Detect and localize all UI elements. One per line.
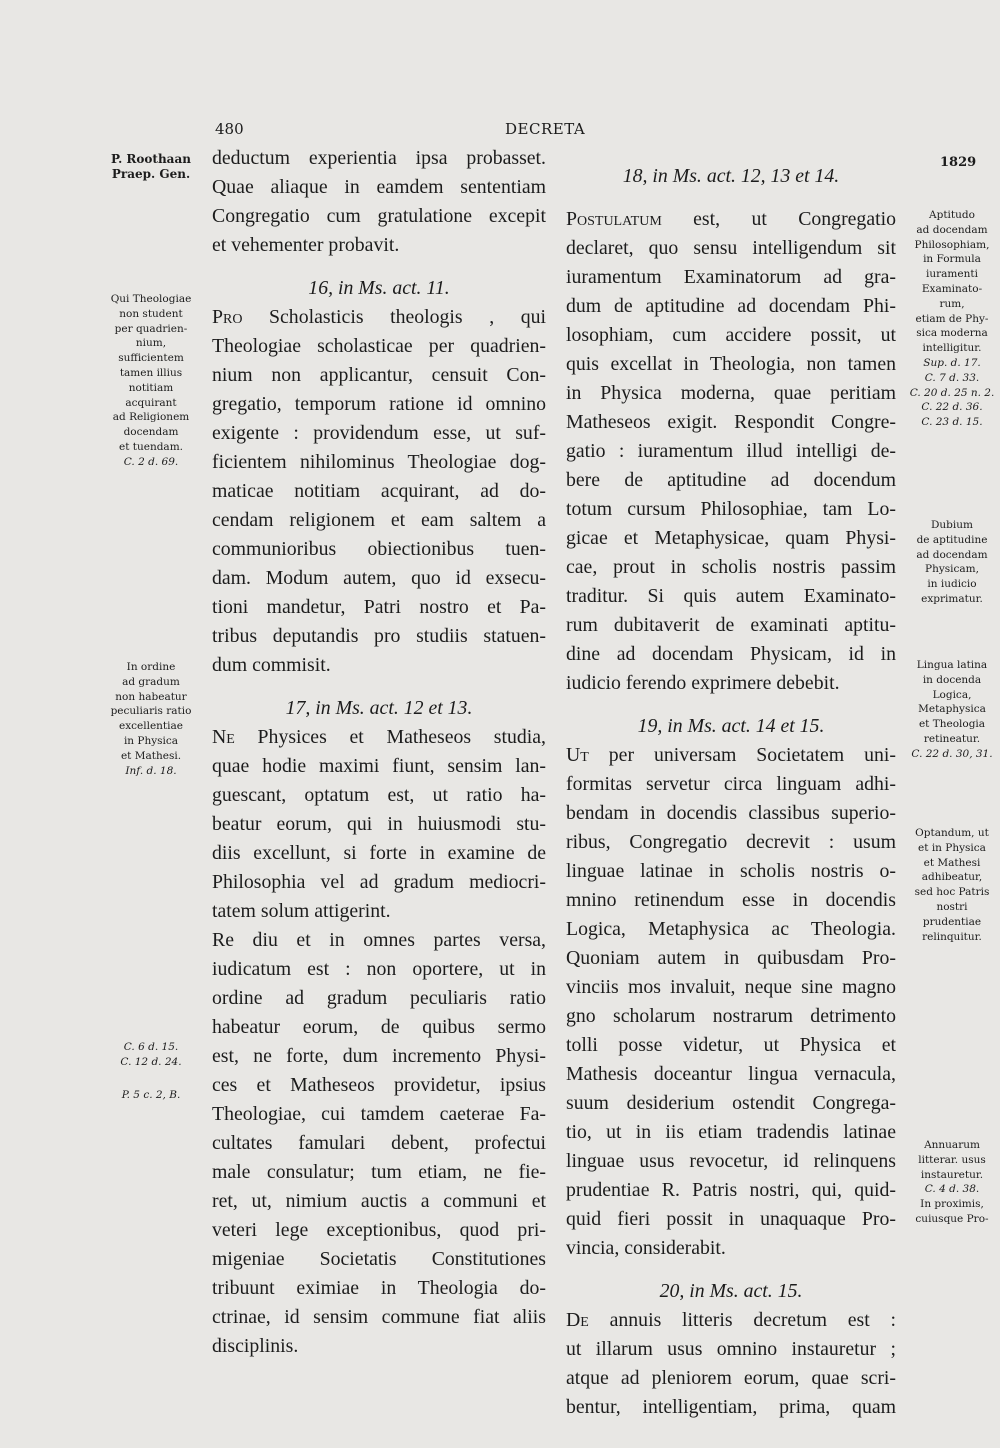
note-line: ad Religionem <box>112 411 190 424</box>
text-line: quis excellat in Theologia, non tamen <box>566 353 896 375</box>
note-line: in iudicio <box>927 578 977 591</box>
note-line: Annuarum <box>924 1139 980 1151</box>
text-line: tribus deputandis pro studiis statuen- <box>212 625 546 647</box>
text-line: prudentiae R. Patris nostri, qui, quid- <box>566 1179 896 1201</box>
text-line: quid fieri possit in unaquaque Pro- <box>566 1208 896 1230</box>
note-line: iuramenti <box>926 268 978 281</box>
note-line: In ordine <box>126 661 176 673</box>
note-line: Logica, <box>932 688 972 701</box>
note-line: Dubium <box>931 519 973 531</box>
text-line: linguae latinae in scholis nostris o- <box>566 860 896 882</box>
text-column-right <box>566 162 896 1422</box>
text-line: gno scholarum nostrarum detrimento <box>566 1005 896 1027</box>
note-line: et in Physica <box>918 841 986 854</box>
note-line: C. 2 d. 69. <box>123 455 179 468</box>
margin-note-dubium <box>905 518 999 607</box>
note-line: sufficientem <box>118 352 184 365</box>
margin-note-refs <box>100 1040 202 1070</box>
note-line: peculiaris ratio <box>110 705 192 718</box>
spacer <box>566 191 896 205</box>
text-line: diis excellunt, si forte in examine de <box>212 842 546 864</box>
text-line: iudicio ferendo exprimere debebit. <box>566 672 840 694</box>
text-line: veteri lege exceptionibus, quod pri- <box>212 1219 546 1241</box>
text-line: vincia, considerabit. <box>566 1237 726 1259</box>
text-line: ces et Matheseos providetur, ipsius <box>212 1074 546 1096</box>
margin-note-annuarum <box>905 1138 999 1227</box>
page-number: 480 <box>215 120 244 138</box>
note-line: prudentiae <box>922 915 982 928</box>
note-line: C. 23 d. 15. <box>921 416 983 429</box>
text-line: cendam religionem et eam saltem a <box>212 509 546 531</box>
text-line: est, ne forte, dum incremento Physi- <box>212 1045 546 1067</box>
text-line: guescant, optatum est, ut ratio ha- <box>212 784 546 806</box>
text-line: beatur eorum, qui in huiusmodi stu- <box>212 813 546 835</box>
text-line: deductum experientia ipsa probasset. <box>212 147 546 169</box>
text-line: linguae usus revocetur, id relinquens <box>566 1150 896 1172</box>
note-line: C. 22 d. 30, 31. <box>911 747 993 760</box>
text-line: totum cursum Philosophiae, tam Lo- <box>566 498 896 520</box>
text-run: Physices et Matheseos studia, <box>234 726 546 748</box>
text-line: dum commisit. <box>212 654 331 676</box>
note-line: retineatur. <box>923 732 981 745</box>
note-line: de aptitudine <box>916 533 988 546</box>
text-line: ctrinae, id sensim commune fiat aliis <box>212 1306 546 1328</box>
note-line: in docenda <box>922 673 982 686</box>
note-line: Examinato- <box>921 282 983 295</box>
decree-heading-19: 19, in Ms. act. 14 et 15. <box>637 715 825 737</box>
text-line: ribus, Congregatio decrevit : usum <box>566 831 896 853</box>
text-line: iudicatum est : non oportere, ut in <box>212 958 546 980</box>
decree-heading-17: 17, in Ms. act. 12 et 13. <box>285 697 473 719</box>
note-line: Aptitudo <box>929 209 975 221</box>
text-line: dam. Modum autem, quo id exsecu- <box>212 567 546 589</box>
text-line: communioribus obiectionibus tuen- <box>212 538 546 560</box>
text-line: atque ad pleniorem eorum, quae scri- <box>566 1367 896 1389</box>
drop-word: Pro <box>212 306 243 328</box>
margin-note-author <box>100 152 202 182</box>
text-line: Theologiae scholasticae per quadrien- <box>212 335 546 357</box>
note-line: ad docendam <box>916 223 988 236</box>
text-line <box>212 723 546 752</box>
decree-heading-18: 18, in Ms. act. 12, 13 et 14. <box>622 165 840 187</box>
note-line: Physicam, <box>925 563 979 576</box>
note-line: P. Roothaan <box>111 152 191 166</box>
note-line: nium, <box>135 337 167 350</box>
text-line: quae hodie maximi fiunt, sensim lan- <box>212 755 546 777</box>
text-line: iuramentum Examinatorum ad gra- <box>566 266 896 288</box>
note-line: et Theologia <box>918 718 986 731</box>
note-line: C. 20 d. 25 n. 2. <box>909 386 995 399</box>
note-line: Metaphysica <box>918 703 986 716</box>
text-line: Logica, Metaphysica ac Theologia. <box>566 918 896 940</box>
note-line: C. 6 d. 15. <box>123 1041 179 1053</box>
text-run: Scholasticis theologis , qui <box>242 306 546 328</box>
text-line: dum de aptitudine ad docendam Phi- <box>566 295 896 317</box>
text-line: migeniae Societatis Constitutiones <box>212 1248 546 1270</box>
note-line: non habeatur <box>115 690 187 703</box>
note-line: relinquitur. <box>922 930 982 943</box>
note-line: per quadrien- <box>114 322 188 335</box>
text-line: et vehementer probavit. <box>212 234 400 256</box>
note-line: et tuendam. <box>118 440 183 453</box>
note-line: litterar. usus <box>918 1153 986 1166</box>
drop-word: Postulatum <box>566 208 662 230</box>
text-line: bentur, intelligentiam, prima, quam <box>566 1396 896 1418</box>
margin-note-gradum <box>100 660 202 778</box>
text-line: tioni mandetur, Patri nostro et Pa- <box>212 596 546 618</box>
note-line: ad gradum <box>122 675 180 688</box>
text-line: disciplinis. <box>212 1335 299 1357</box>
note-line: rum, <box>939 297 965 310</box>
text-line: tolli posse videtur, ut Physica et <box>566 1034 896 1056</box>
note-line: sed hoc Patris <box>914 886 990 899</box>
running-head: DECRETA <box>505 120 586 138</box>
text-line: ordine ad gradum peculiaris ratio <box>212 987 546 1009</box>
text-line: maticae notitiam acquirant, ad do- <box>212 480 546 502</box>
note-line: Lingua latina <box>916 659 988 671</box>
note-line: C. 22 d. 36. <box>921 401 983 414</box>
text-run: annuis litteris decretum est : <box>588 1309 896 1331</box>
note-line: ad docendam <box>916 548 988 561</box>
text-line <box>566 741 896 770</box>
note-line: intelligitur. <box>922 342 982 355</box>
text-line: Philosophia vel ad gradum mediocri- <box>212 871 546 893</box>
note-line: adhibeatur, <box>921 871 983 884</box>
text-line: cae, prout in scholis nostris passim <box>566 556 896 578</box>
note-line: in Physica <box>123 734 179 747</box>
text-line: suum desiderium ostendit Congrega- <box>566 1092 896 1114</box>
note-line: acquirant <box>125 396 177 409</box>
text-run: per universam Societatem uni- <box>588 744 896 766</box>
text-line <box>566 205 896 234</box>
margin-note-theology <box>100 292 202 470</box>
text-line: Theologiae, cui tamdem caeterae Fa- <box>212 1103 546 1125</box>
text-line <box>566 1306 896 1335</box>
spacer <box>212 260 546 274</box>
note-line: nostri <box>936 900 968 913</box>
text-run: est, ut Congregatio <box>661 208 896 230</box>
note-line: Qui Theologiae <box>110 293 192 305</box>
text-line: in Physica moderna, quae peritiam <box>566 382 896 404</box>
text-line: Matheseos exigit. Respondit Congre- <box>566 411 896 433</box>
text-line: bendam in docendis classibus superio- <box>566 802 896 824</box>
text-line: Quoniam autem in quibusdam Pro- <box>566 947 896 969</box>
text-line: tribuunt eximiae in Theologia do- <box>212 1277 546 1299</box>
margin-note-optandum <box>905 826 999 944</box>
drop-word: Ut <box>566 744 589 766</box>
note-line: sica moderna <box>916 327 988 340</box>
text-column-left <box>212 144 546 1361</box>
text-line: nium non applicantur, censuit Con- <box>212 364 546 386</box>
text-line: mnino retinendum esse in docendis <box>566 889 896 911</box>
margin-note-lingua <box>905 658 999 762</box>
note-line: C. 12 d. 24. <box>120 1055 182 1068</box>
margin-note-aptitudo <box>905 208 999 430</box>
text-line: ut illarum usus omnino instauretur ; <box>566 1338 896 1360</box>
note-line: Praep. Gen. <box>111 166 191 181</box>
note-line: Philosophiam, <box>914 238 990 251</box>
note-line: notitiam <box>128 381 174 394</box>
text-line: formitas servetur circa linguam adhi- <box>566 773 896 795</box>
text-line: ficientem nihilominus Theologiae dog- <box>212 451 546 473</box>
margin-note-ref-last <box>100 1088 202 1103</box>
note-line: etiam de Phy- <box>915 312 989 325</box>
text-line: dine ad docendam Physicam, id in <box>566 643 896 665</box>
note-line: cuiusque Pro- <box>915 1212 989 1225</box>
text-line <box>212 303 546 332</box>
text-line: gregatio, temporum ratione id omnino <box>212 393 546 415</box>
note-line: excellentiae <box>119 720 183 733</box>
note-line: et Mathesi <box>923 856 981 869</box>
note-line: tamen illius <box>119 366 183 379</box>
text-line: Congregatio cum gratulatione excepit <box>212 205 546 227</box>
text-line: vinciis mos invaluit, neque sine magno <box>566 976 896 998</box>
note-line: exprimatur. <box>921 592 983 605</box>
text-line: Quae aliaque in eamdem sententiam <box>212 176 546 198</box>
text-line: male consulatur; tum etiam, ne fie- <box>212 1161 546 1183</box>
note-line: Sup. d. 17. <box>923 356 981 369</box>
note-line: in Formula <box>923 253 981 266</box>
drop-word: De <box>566 1309 589 1331</box>
note-line: C. 7 d. 33. <box>924 371 980 384</box>
text-line: bere de aptitudine ad docendum <box>566 469 896 491</box>
drop-word: Ne <box>212 726 235 748</box>
decree-heading-16: 16, in Ms. act. 11. <box>308 277 450 299</box>
text-line: ret, ut, nimium auctis a communi et <box>212 1190 546 1212</box>
spacer <box>566 698 896 712</box>
text-line: Re diu et in omnes partes versa, <box>212 929 546 951</box>
spacer <box>212 680 546 694</box>
decree-heading-20: 20, in Ms. act. 15. <box>659 1280 803 1302</box>
text-line: Mathesis doceantur lingua vernacula, <box>566 1063 896 1085</box>
text-line: habeatur eorum, de quibus sermo <box>212 1016 546 1038</box>
note-line: docendam <box>123 426 179 439</box>
note-line: C. 4 d. 38. <box>924 1183 980 1196</box>
text-line: declaret, quo sensu intelligendum sit <box>566 237 896 259</box>
text-line: cultates famulari debent, profectui <box>212 1132 546 1154</box>
text-line: traditur. Si quis autem Examinato- <box>566 585 896 607</box>
note-line: Inf. d. 18. <box>125 764 177 777</box>
text-line: gatio : iuramentum illud intelligi de- <box>566 440 896 462</box>
text-line: exigente : providendum esse, ut suf- <box>212 422 546 444</box>
note-line: P. 5 c. 2, B. <box>121 1089 181 1101</box>
text-line: losophiam, cum accidere possit, ut <box>566 324 896 346</box>
note-line: instauretur. <box>920 1168 984 1181</box>
note-line: non student <box>119 307 183 320</box>
text-line: rum dubitaverit de examinati aptitu- <box>566 614 896 636</box>
note-line: In proximis, <box>920 1198 984 1211</box>
spacer <box>566 1263 896 1277</box>
note-line: et Mathesi. <box>120 749 182 762</box>
text-line: gicae et Metaphysicae, quam Physi- <box>566 527 896 549</box>
year-marker: 1829 <box>940 155 977 170</box>
text-line: tatem solum attigerint. <box>212 900 391 922</box>
note-line: Optandum, ut <box>915 827 989 839</box>
text-line: tio, ut in iis etiam tradendis latinae <box>566 1121 896 1143</box>
